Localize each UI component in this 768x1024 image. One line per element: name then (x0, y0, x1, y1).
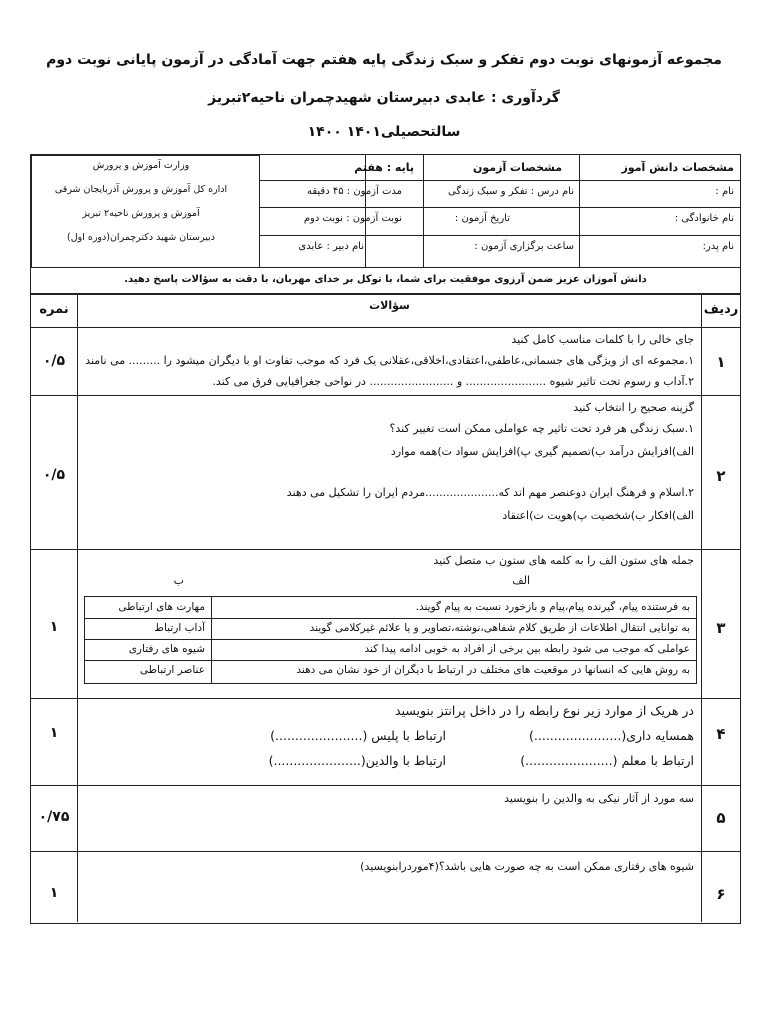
matching-sentence: به روش هایی که انسانها در موقعیت های مختلف در ارتباط با دیگران از خود نشان می دهند (296, 664, 690, 676)
question-number: ۵ (716, 809, 726, 827)
question-score: ۰/۷۵ (38, 809, 70, 825)
student-family-field: نام خانوادگی : (674, 213, 734, 224)
question-instruction: شیوه های رفتاری ممکن است به چه صورت هایی باشد؟(۴موردرابنویسید) (360, 860, 694, 873)
question-instruction: جمله های ستون الف را به کلمه های ستون ب متصل کنید (433, 554, 694, 567)
question-score: ۱ (49, 885, 59, 901)
question-number: ۲ (716, 467, 726, 485)
exam-subject: نام درس : تفکر و سبک زندگی (448, 186, 574, 197)
answer-options: الف)افکار ب)شخصیت پ)هویت ت)اعتقاد (502, 509, 694, 522)
question-score: ۱ (49, 725, 59, 741)
exam-grade: پایه : هفتم (354, 161, 414, 174)
exam-teacher: نام دبیر : عابدی (298, 241, 364, 252)
matching-term: آداب ارتباط (154, 622, 205, 634)
question-instruction: جای خالی را با کلمات مناسب کامل کنید (511, 333, 694, 346)
exam-duration: مدت آزمون : ۴۵ دقیقه (306, 186, 402, 197)
school-name: دبیرستان شهید دکترچمران(دوره اول) (67, 232, 215, 243)
matching-sentence: به فرستنده پیام، گیرنده پیام،پیام و بازخورد نسبت به پیام گویند. (415, 601, 690, 613)
student-info-title: مشخصات دانش آموز (621, 161, 734, 174)
question-item: ۲.اسلام و فرهنگ ایران دوعنصر مهم اند که.....................مردم ایران را تشکیل می دهند (286, 486, 694, 499)
question-item: ۲.آداب و رسوم تحت تاثیر شیوه ....................... و ........................ در نواحی جغرافیایی فرق می کند. (212, 375, 694, 388)
column-a-label: الف (512, 574, 530, 587)
matching-table (84, 596, 697, 684)
matching-sentence: عواملی که موجب می شود رابطه بین برخی از افراد به خوبی ادامه پیدا کند (364, 643, 690, 655)
province-office: اداره کل آموزش و پرورش آذربایجان شرقی (54, 184, 228, 195)
exam-notice: دانش آموزان عزیز ضمن آرزوی موفقیت برای شما، با توکل بر خدای مهربان، با دقت به سؤالات پاسخ دهید. (30, 268, 741, 294)
district-office: آموزش و پرورش ناحیه۲ تبریز (82, 208, 200, 219)
question-item: ۱.مجموعه ای از ویژگی های جسمانی،عاطفی،اعتقادی،اخلاقی،عقلانی یک فرد که موجب تفاوت او با دیگران میشود را ......... می نامند (85, 354, 694, 367)
question-number: ۴ (716, 725, 726, 743)
question-score: ۱ (49, 619, 59, 635)
column-header-row: ردیف (703, 302, 739, 317)
question-item: ۱.سبک زندگی هر فرد تحت تاثیر چه عواملی ممکن است تغییر کند؟ (389, 422, 694, 435)
matching-term: شیوه های رفتاری (128, 643, 205, 655)
matching-term: مهارت های ارتباطی (118, 601, 205, 613)
exam-info-title: مشخصات آزمون (473, 161, 562, 174)
column-b-label: ب (173, 574, 184, 587)
question-instruction: سه مورد از آثار نیکی به والدین را بنویسید (504, 792, 694, 805)
compiler-line: گردآوری : عابدی دبیرستان شهیدچمران ناحیه۲تبریز (208, 90, 560, 106)
column-header-score: نمره (39, 302, 69, 317)
question-instruction: در هریک از موارد زیر نوع رابطه را در داخل پرانتز بنویسید (395, 703, 694, 718)
school-year: سالتحصیلی۱۴۰۱ ۱۴۰۰ (307, 124, 461, 140)
exam-date: تاریخ آزمون : (454, 213, 510, 224)
question-number: ۳ (716, 619, 726, 637)
question-score: ۰/۵ (42, 353, 66, 369)
student-name-field: نام : (715, 186, 734, 197)
matching-term: عناصر ارتباطی (139, 664, 205, 676)
question-item: ارتباط با معلم (......................) (520, 753, 694, 768)
question-item: ارتباط با پلیس (......................) (270, 728, 446, 743)
question-score: ۰/۵ (42, 467, 66, 483)
question-item: ارتباط با والدین(......................) (268, 753, 446, 768)
student-father-field: نام پدر: (702, 241, 734, 252)
question-instruction: گزینه صحیح را انتخاب کنید (573, 401, 694, 414)
exam-info-box (30, 154, 741, 268)
answer-options: الف)افزایش درآمد ب)تصمیم گیری پ)افزایش سواد ت)همه موارد (390, 445, 694, 458)
matching-sentence: به توانایی انتقال اطلاعات از طریق کلام شفاهی،نوشته،تصاویر و یا علائم غیرکلامی گویند (309, 622, 690, 634)
exam-time: ساعت برگزاری آزمون : (474, 241, 574, 252)
question-number: ۱ (716, 353, 726, 371)
question-number: ۶ (716, 885, 726, 903)
column-header-questions: سؤالات (369, 299, 410, 312)
question-item: همسایه داری(......................) (529, 728, 694, 743)
ministry-name: وزارت آموزش و پرورش (92, 160, 190, 171)
exam-term: نوبت آزمون : نوبت دوم (303, 213, 402, 224)
document-title: مجموعه آزمونهای نوبت دوم تفکر و سبک زندگی پایه هفتم جهت آمادگی در آزمون پایانی نوبت دوم (46, 52, 722, 68)
